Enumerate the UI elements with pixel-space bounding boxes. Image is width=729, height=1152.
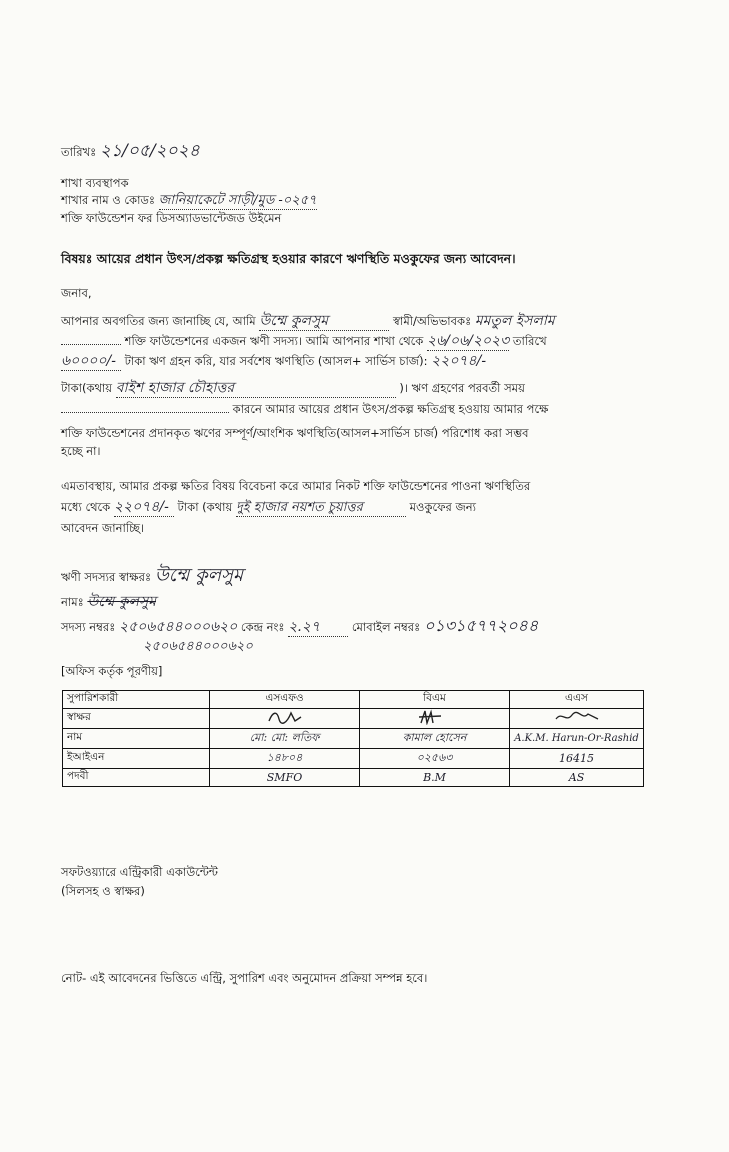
table-row xyxy=(63,769,644,787)
para1-line5 xyxy=(61,401,548,418)
ein-as: 16415 xyxy=(510,749,644,769)
member-name-line xyxy=(61,594,156,611)
applicant-name: উম্মে কুলসুম xyxy=(259,313,389,331)
para1-text-e: টাকা ঋণ গ্রহন করি, যার সর্বশেষ ঋণস্থিতি (আসল+ সার্ভিস চার্জ): xyxy=(124,354,428,368)
date-line xyxy=(61,143,200,161)
para2-line1: এমতাবস্থায়, আমার প্রকল্প ক্ষতির বিষয় বিবেচনা করে আমার নিকট শক্তি ফাউন্ডেশনের পাওনা ঋণস্থিতির xyxy=(61,479,531,493)
footer-note: নোট- এই আবেদনের ভিত্তিতে এন্ট্রি, সুপারিশ এবং অনুমোদন প্রক্রিয়া সম্পন্ন হবে। xyxy=(61,971,428,985)
member-id: ২৫০৬৫৪৪০০০৬২০ xyxy=(118,619,238,635)
member-name: উম্মে কুলসুম xyxy=(87,594,156,610)
para1-text-b: স্বামী/অভিভাবকঃ xyxy=(393,314,472,328)
salutation: জনাব, xyxy=(61,286,92,300)
table-header-row xyxy=(63,691,644,709)
balance-words: বাইশ হাজার চৌহাত্তর xyxy=(116,380,396,398)
para1-line1 xyxy=(61,313,555,331)
para2-text-c: টাকা (কথায় xyxy=(177,500,233,514)
date-label: তারিখঃ xyxy=(61,145,97,159)
para1-text-h: কারনে আমার আয়ের প্রধান উৎস/প্রকল্প ক্ষতিগ্রস্থ হওয়ায় আমার পক্ষে xyxy=(232,402,549,416)
date-value: ২১/০৫/২০২৪ xyxy=(99,141,200,161)
recommendation-table xyxy=(62,690,644,787)
row-label: নাম xyxy=(63,729,210,749)
table-header: এসএফও xyxy=(210,691,360,709)
table-row xyxy=(63,729,644,749)
member-name-label: নামঃ xyxy=(61,595,84,609)
para1-line3 xyxy=(61,353,486,371)
center-number: ২.২৭ xyxy=(288,619,348,637)
para1-text-d: তারিখে xyxy=(512,334,547,348)
branch-value: জানিয়াকেটে সাড়ী/মুড -০২৫৭ xyxy=(158,193,317,208)
ein-sfo: ১৪৮০৪ xyxy=(210,749,360,769)
designation-as: AS xyxy=(510,769,644,787)
name-sfo: মো: মো: লতিফ xyxy=(210,729,360,749)
designation-sfo: SMFO xyxy=(210,769,360,787)
para1-text-g: )। ঋণ গ্রহণের পরবর্তী সময় xyxy=(399,381,525,395)
member-id-line xyxy=(61,617,538,637)
table-header: সুপারিশকারী xyxy=(63,691,210,709)
branch-label: শাখার নাম ও কোডঃ xyxy=(61,193,156,207)
loan-balance: ২২০৭৪/- xyxy=(431,353,487,369)
para1-text-a: আপনার অবগতির জন্য জানাচ্ছি যে, আমি xyxy=(61,314,256,328)
waive-words: দুই হাজার নয়শত চুয়াত্তর xyxy=(236,499,406,517)
signature-as xyxy=(510,709,644,729)
signature-sfo xyxy=(210,709,360,729)
para2-text-b: মধ্যে থেকে xyxy=(61,500,111,514)
table-header: বিএম xyxy=(360,691,510,709)
loan-date: ২৬/০৬/২০২৩ xyxy=(426,333,510,349)
center-label: কেন্দ্র নংঃ xyxy=(240,620,285,634)
mobile-number: ০১৩১৫৭৭২০৪৪ xyxy=(423,616,539,635)
member-signature: উম্মে কুলসুম xyxy=(154,565,243,586)
guardian-name: মমতুল ইসলাম xyxy=(474,313,555,329)
name-as: A.K.M. Harun-Or-Rashid xyxy=(510,729,644,749)
row-label: পদবী xyxy=(63,769,210,787)
para1-line2 xyxy=(61,333,547,351)
table-header: এএস xyxy=(510,691,644,709)
ein-bm: ০২৫৬৩ xyxy=(360,749,510,769)
table-row xyxy=(63,709,644,729)
table-row xyxy=(63,749,644,769)
recipient-title: শাখা ব্যবস্থাপক xyxy=(61,176,129,190)
organization-name: শক্তি ফাউন্ডেশন ফর ডিসঅ্যাডভান্টেজড উইমেন xyxy=(61,211,282,225)
para1-text-f: টাকা(কথায় xyxy=(61,381,113,395)
member-id-repeat: ২৫০৬৫৪৪০০০৬২০ xyxy=(143,639,253,654)
para1-text-c: শক্তি ফাউন্ডেশনের একজন ঋণী সদস্য। আমি আপনার শাখা থেকে xyxy=(124,334,424,348)
designation-bm: B.M xyxy=(360,769,510,787)
software-entry-sub: (সিলসহ ও স্বাক্ষর) xyxy=(61,884,145,898)
software-entry-title: সফটওয়্যারে এন্ট্রিকারী একাউন্টেন্ট xyxy=(61,865,218,879)
member-signature-line xyxy=(61,567,243,586)
para2-text-d: মওকুফের জন্য xyxy=(409,500,476,514)
row-label: স্বাক্ষর xyxy=(63,709,210,729)
mobile-label: মোবাইল নম্বরঃ xyxy=(351,620,421,634)
para1-line4 xyxy=(61,380,525,398)
office-note: [অফিস কর্তৃক পূরণীয়] xyxy=(61,664,163,678)
para2-line2 xyxy=(61,499,476,517)
member-id-label: সদস্য নম্বরঃ xyxy=(61,620,116,634)
name-bm: কামাল হোসেন xyxy=(360,729,510,749)
para1-line6: শক্তি ফাউন্ডেশনের প্রদানকৃত ঋণের সম্পূর্ণ/আংশিক ঋণস্থিতি(আসল+সার্ভিস চার্জ) পরিশোধ করা সম্ভব xyxy=(61,426,529,440)
signature-bm xyxy=(360,709,510,729)
para1-line7: হচ্ছে না। xyxy=(61,444,101,458)
member-signature-label: ঋণী সদস্যর স্বাক্ষরঃ xyxy=(61,570,152,584)
para2-line3: আবেদন জানাচ্ছি। xyxy=(61,521,145,535)
subject-line: বিষয়ঃ আয়ের প্রধান উৎস/প্রকল্প ক্ষতিগ্রস্থ হওয়ার কারণে ঋণস্থিতি মওকুফের জন্য আবেদন। xyxy=(61,251,516,266)
row-label: ইআইএন xyxy=(63,749,210,769)
branch-line xyxy=(61,192,317,210)
waive-amount: ২২০৭৪/- xyxy=(114,499,174,517)
loan-amount: ৬০০০০/- xyxy=(61,353,121,371)
